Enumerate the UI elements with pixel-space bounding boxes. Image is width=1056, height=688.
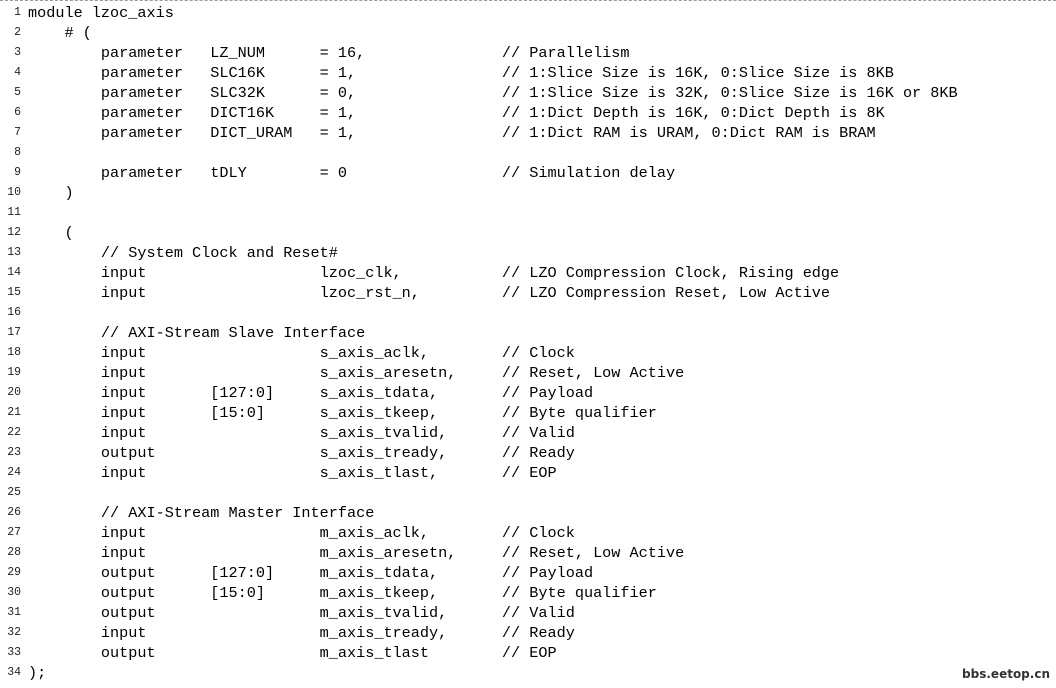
code-line[interactable] <box>0 443 1056 463</box>
line-number: 6 <box>14 106 21 119</box>
watermark: bbs.eetop.cn <box>962 667 1050 681</box>
line-number: 27 <box>7 526 21 539</box>
code-text: input lzoc_rst_n, // LZO Compression Reset, Low Active <box>28 284 831 302</box>
line-number: 22 <box>7 426 21 439</box>
line-number: 30 <box>7 586 21 599</box>
line-number: 21 <box>7 406 21 419</box>
code-text: // System Clock and Reset# <box>28 244 338 262</box>
code-text: // AXI-Stream Master Interface <box>28 504 375 522</box>
code-text: input s_axis_aclk, // Clock <box>28 344 575 362</box>
code-line[interactable] <box>0 563 1056 583</box>
line-number: 25 <box>7 486 21 499</box>
line-number: 23 <box>7 446 21 459</box>
code-text: input lzoc_clk, // LZO Compression Clock, Rising edge <box>28 264 840 282</box>
line-number: 4 <box>14 66 21 79</box>
code-line[interactable] <box>0 43 1056 63</box>
code-line[interactable] <box>0 243 1056 263</box>
line-number: 9 <box>14 166 21 179</box>
code-text: input s_axis_tlast, // EOP <box>28 464 557 482</box>
code-text: ); <box>28 664 47 682</box>
line-number: 34 <box>7 666 21 679</box>
code-line[interactable] <box>0 103 1056 123</box>
line-number: 33 <box>7 646 21 659</box>
line-number: 12 <box>7 226 21 239</box>
line-number: 14 <box>7 266 21 279</box>
line-number: 3 <box>14 46 21 59</box>
code-line[interactable] <box>0 263 1056 283</box>
line-number: 19 <box>7 366 21 379</box>
code-line[interactable] <box>0 403 1056 423</box>
line-number: 16 <box>7 306 21 319</box>
code-line[interactable] <box>0 123 1056 143</box>
line-number: 7 <box>14 126 21 139</box>
code-text: input s_axis_tvalid, // Valid <box>28 424 575 442</box>
code-text: # ( <box>28 24 92 42</box>
code-text: output [15:0] m_axis_tkeep, // Byte qualifier <box>28 584 657 602</box>
code-text: ( <box>28 224 74 242</box>
code-line[interactable] <box>0 423 1056 443</box>
code-line[interactable] <box>0 143 1056 163</box>
code-text: parameter LZ_NUM = 16, // Parallelism <box>28 44 630 62</box>
code-line[interactable] <box>0 363 1056 383</box>
line-number: 13 <box>7 246 21 259</box>
code-line[interactable] <box>0 283 1056 303</box>
code-line[interactable] <box>0 583 1056 603</box>
line-number: 5 <box>14 86 21 99</box>
code-text: output [127:0] m_axis_tdata, // Payload <box>28 564 594 582</box>
code-line[interactable] <box>0 223 1056 243</box>
code-text: output m_axis_tlast // EOP <box>28 644 557 662</box>
code-text: parameter DICT16K = 1, // 1:Dict Depth is 16K, 0:Dict Depth is 8K <box>28 104 885 122</box>
code-area[interactable] <box>0 3 1056 683</box>
code-line[interactable] <box>0 383 1056 403</box>
code-text: input m_axis_tready, // Ready <box>28 624 575 642</box>
code-text: parameter DICT_URAM = 1, // 1:Dict RAM is URAM, 0:Dict RAM is BRAM <box>28 124 876 142</box>
code-text: input [127:0] s_axis_tdata, // Payload <box>28 384 594 402</box>
code-line[interactable] <box>0 663 1056 683</box>
code-line[interactable] <box>0 323 1056 343</box>
code-line[interactable] <box>0 543 1056 563</box>
code-text: ) <box>28 184 74 202</box>
code-line[interactable] <box>0 303 1056 323</box>
line-number: 32 <box>7 626 21 639</box>
code-line[interactable] <box>0 483 1056 503</box>
code-line[interactable] <box>0 503 1056 523</box>
code-line[interactable] <box>0 463 1056 483</box>
code-text: input [15:0] s_axis_tkeep, // Byte qualifier <box>28 404 657 422</box>
line-number: 26 <box>7 506 21 519</box>
line-number: 11 <box>7 206 21 219</box>
code-line[interactable] <box>0 623 1056 643</box>
code-text: input m_axis_aresetn, // Reset, Low Active <box>28 544 685 562</box>
code-text: parameter tDLY = 0 // Simulation delay <box>28 164 676 182</box>
code-line[interactable] <box>0 183 1056 203</box>
code-text: module lzoc_axis <box>28 4 174 22</box>
code-line[interactable] <box>0 83 1056 103</box>
line-number: 2 <box>14 26 21 39</box>
code-line[interactable] <box>0 63 1056 83</box>
code-text: input m_axis_aclk, // Clock <box>28 524 575 542</box>
code-text: parameter SLC16K = 1, // 1:Slice Size is 16K, 0:Slice Size is 8KB <box>28 64 894 82</box>
code-line[interactable] <box>0 3 1056 23</box>
code-text: parameter SLC32K = 0, // 1:Slice Size is 32K, 0:Slice Size is 16K or 8KB <box>28 84 958 102</box>
line-number: 31 <box>7 606 21 619</box>
line-number: 18 <box>7 346 21 359</box>
line-number: 28 <box>7 546 21 559</box>
code-line[interactable] <box>0 163 1056 183</box>
code-line[interactable] <box>0 603 1056 623</box>
code-text: input s_axis_aresetn, // Reset, Low Active <box>28 364 685 382</box>
line-number: 20 <box>7 386 21 399</box>
line-number: 1 <box>14 6 21 19</box>
code-text: output s_axis_tready, // Ready <box>28 444 575 462</box>
line-number: 29 <box>7 566 21 579</box>
code-line[interactable] <box>0 23 1056 43</box>
line-number: 17 <box>7 326 21 339</box>
line-number: 8 <box>14 146 21 159</box>
code-line[interactable] <box>0 203 1056 223</box>
code-text: output m_axis_tvalid, // Valid <box>28 604 575 622</box>
line-number: 24 <box>7 466 21 479</box>
code-line[interactable] <box>0 643 1056 663</box>
code-line[interactable] <box>0 343 1056 363</box>
line-number: 10 <box>7 186 21 199</box>
code-text: // AXI-Stream Slave Interface <box>28 324 366 342</box>
code-line[interactable] <box>0 523 1056 543</box>
line-number: 15 <box>7 286 21 299</box>
